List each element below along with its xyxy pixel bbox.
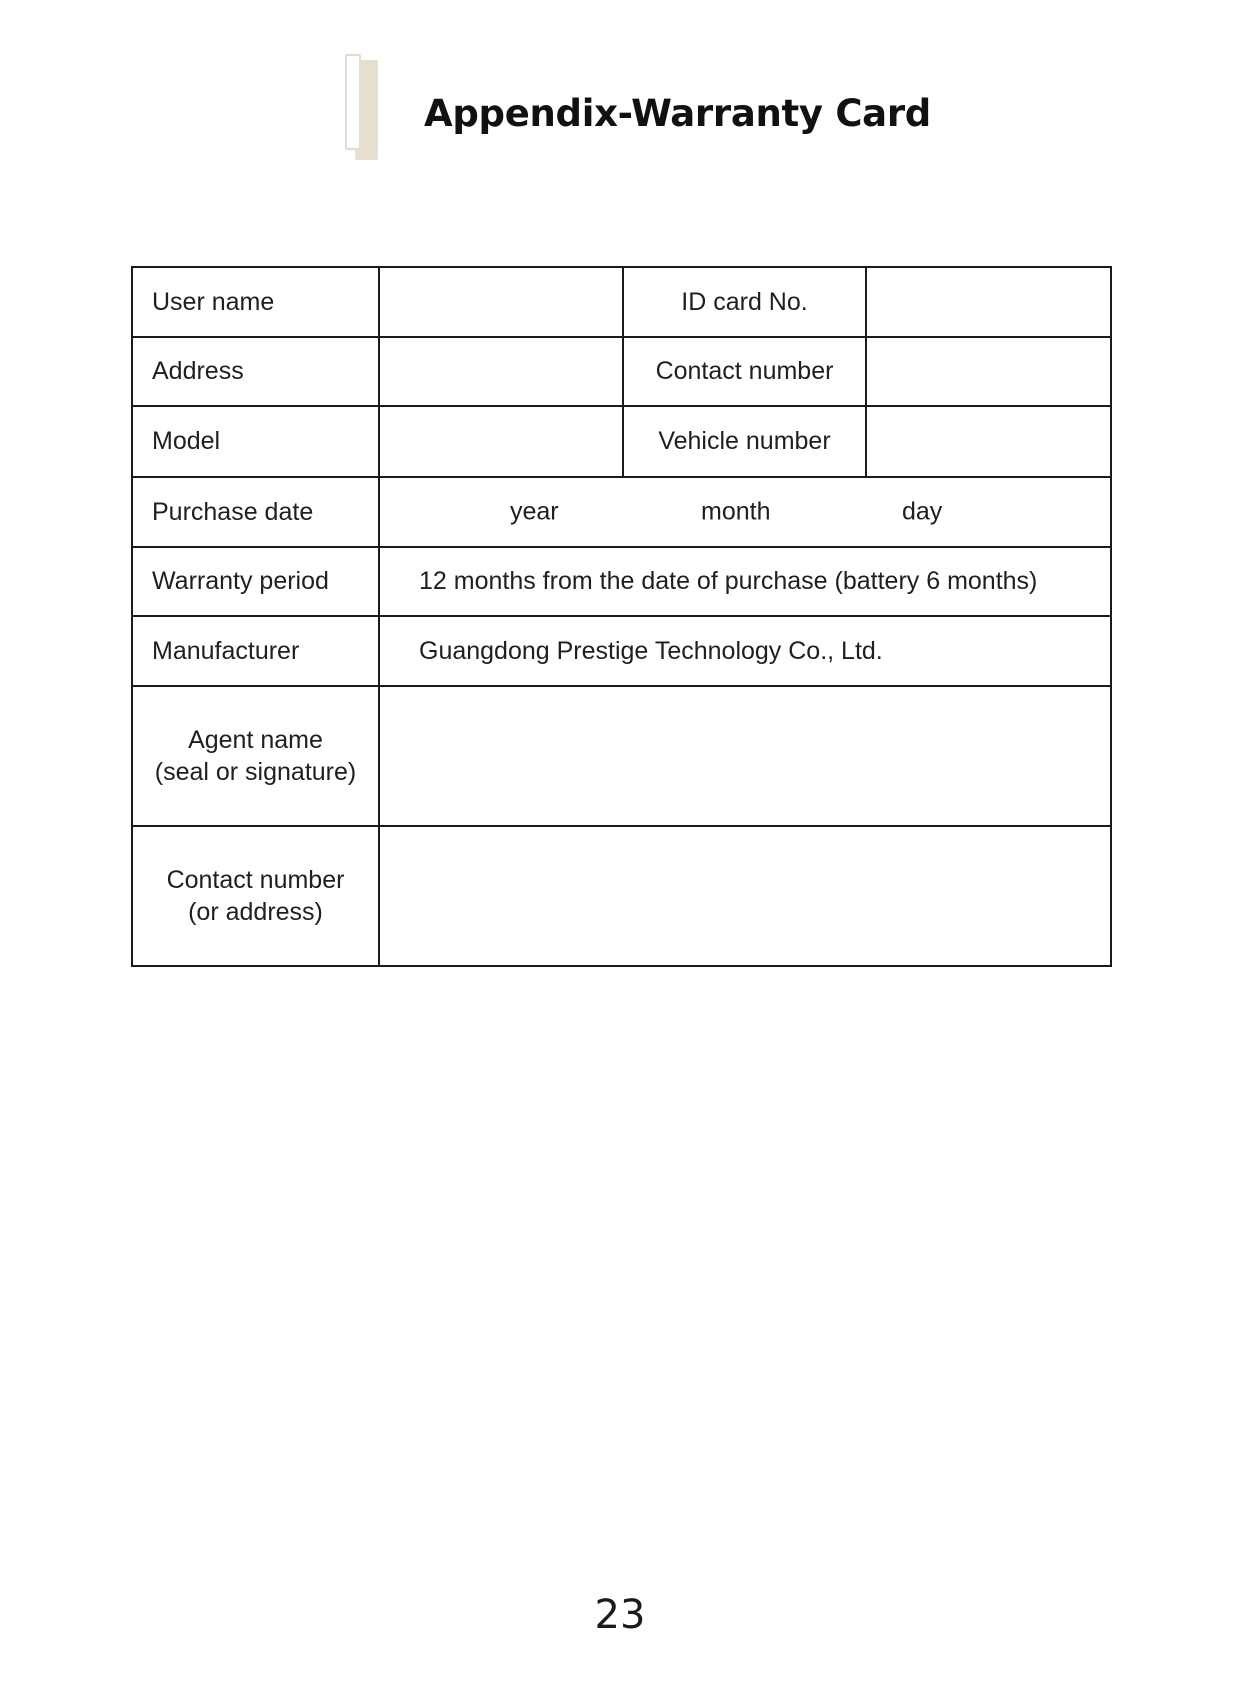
agent-name-label [132, 686, 379, 826]
warranty-period-value: 12 months from the date of purchase (battery 6 months) [379, 547, 1111, 616]
page-number: 23 [594, 1592, 646, 1638]
agent-contact-label-line2: (or address) [188, 898, 323, 926]
agent-contact-label-line1: Contact number [166, 866, 345, 894]
vehicle-number-label: Vehicle number [623, 406, 866, 477]
purchase-date-month: month [701, 497, 771, 526]
agent-contact-label [132, 826, 379, 966]
page-title: Appendix-Warranty Card [424, 92, 931, 135]
purchase-date-field[interactable] [379, 477, 1111, 547]
table-row [132, 616, 1111, 686]
model-label: Model [132, 406, 379, 477]
agent-name-field[interactable] [379, 686, 1111, 826]
model-field[interactable] [379, 406, 623, 477]
table-row [132, 267, 1111, 337]
page-header [342, 54, 942, 164]
address-label: Address [132, 337, 379, 406]
purchase-date-day: day [902, 497, 943, 526]
bookmark-tab-icon [342, 54, 382, 160]
id-card-field[interactable] [866, 267, 1111, 337]
table-row [132, 826, 1111, 966]
manufacturer-value: Guangdong Prestige Technology Co., Ltd. [379, 616, 1111, 686]
table-row [132, 547, 1111, 616]
purchase-date-label: Purchase date [132, 477, 379, 547]
contact-number-label: Contact number [623, 337, 866, 406]
purchase-date-year: year [510, 497, 559, 526]
agent-name-label-line2: (seal or signature) [154, 758, 357, 786]
id-card-label: ID card No. [623, 267, 866, 337]
table-row [132, 337, 1111, 406]
table-row [132, 477, 1111, 547]
vehicle-number-field[interactable] [866, 406, 1111, 477]
agent-contact-field[interactable] [379, 826, 1111, 966]
contact-number-field[interactable] [866, 337, 1111, 406]
warranty-period-label: Warranty period [132, 547, 379, 616]
warranty-card-table [131, 266, 1112, 967]
table-row [132, 686, 1111, 826]
user-name-label: User name [132, 267, 379, 337]
user-name-field[interactable] [379, 267, 623, 337]
agent-name-label-line1: Agent name [188, 726, 323, 754]
table-row [132, 406, 1111, 477]
manufacturer-label: Manufacturer [132, 616, 379, 686]
address-field[interactable] [379, 337, 623, 406]
bookmark-tab-front [345, 54, 361, 150]
